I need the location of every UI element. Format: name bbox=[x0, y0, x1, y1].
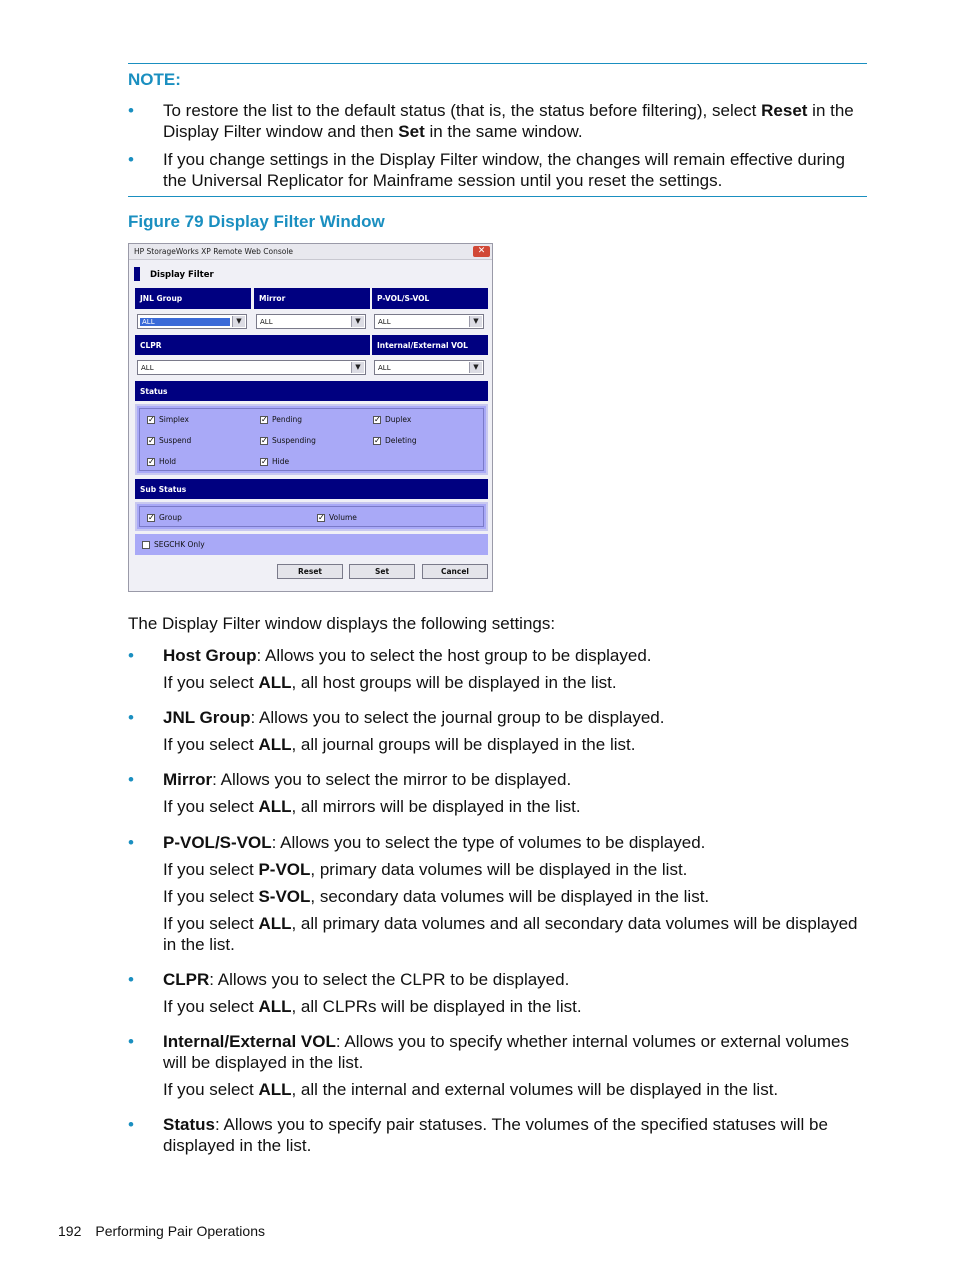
setting-item: • Mirror: Allows you to select the mirror to be displayed. If you select ALL, all mirrors will be displayed in the list. bbox=[128, 770, 581, 816]
sub-status-panel bbox=[135, 502, 488, 531]
status-checkbox[interactable]: ✓ Pending bbox=[261, 414, 302, 424]
int-ext-vol-header: Internal/External VOL bbox=[372, 335, 488, 355]
figure-caption: Figure 79 Display Filter Window bbox=[128, 212, 385, 231]
status-checkbox[interactable]: ✓ Suspend bbox=[148, 435, 192, 445]
pvol-svol-select[interactable]: ALL ▼ bbox=[374, 314, 484, 329]
chevron-down-icon[interactable]: ▼ bbox=[351, 316, 364, 327]
window-titlebar bbox=[129, 244, 492, 260]
setting-item: • Host Group: Allows you to select the host group to be displayed. If you select ALL, all host groups will be displayed in the list. bbox=[128, 646, 652, 692]
bullet-icon: • bbox=[128, 101, 134, 120]
setting-item: • Status: Allows you to specify pair statuses. The volumes of the specified statuses will be displayed in the list. bbox=[128, 1115, 828, 1155]
note-bullet: • If you change settings in the Display Filter window, the changes will remain effective during the Universal Replicator for Mainframe session until you reset the settings. bbox=[128, 150, 845, 190]
intro-paragraph: The Display Filter window displays the following settings: bbox=[128, 614, 556, 633]
note-bullets bbox=[128, 100, 868, 191]
sub-status-checkbox[interactable]: ✓ Group bbox=[148, 512, 182, 522]
page-footer bbox=[58, 1223, 265, 1239]
clpr-header: CLPR bbox=[135, 335, 370, 355]
jnl-group-header: JNL Group bbox=[135, 288, 251, 309]
bullet-icon: • bbox=[128, 970, 134, 989]
note-title: NOTE: bbox=[128, 70, 181, 89]
status-checkbox[interactable]: ✓ Duplex bbox=[374, 414, 412, 424]
mirror-select[interactable]: ALL ▼ bbox=[256, 314, 366, 329]
bullet-icon: • bbox=[128, 708, 134, 727]
note-top-rule bbox=[128, 63, 867, 64]
int-ext-vol-select[interactable]: ALL ▼ bbox=[374, 360, 484, 375]
status-checkbox[interactable]: ✓ Suspending bbox=[261, 435, 316, 445]
segchk-checkbox[interactable]: SEGCHK Only bbox=[142, 540, 205, 549]
mirror-header: Mirror bbox=[254, 288, 370, 309]
set-button[interactable]: Set bbox=[349, 564, 415, 579]
chevron-down-icon[interactable]: ▼ bbox=[469, 316, 482, 327]
setting-item: • P-VOL/S-VOL: Allows you to select the type of volumes to be displayed. If you select P-VOL, primary data volumes will be displayed in the list. If you select S-VOL, secondary data volumes will be displayed in the list. If you select ALL, all primary data volumes and all secondary data volumes will be displayed in the list. bbox=[128, 833, 858, 954]
bullet-icon: • bbox=[128, 770, 134, 789]
heading-marker bbox=[134, 267, 140, 281]
pvol-svol-header: P-VOL/S-VOL bbox=[372, 288, 488, 309]
sub-status-header: Sub Status bbox=[135, 479, 488, 499]
status-checkbox[interactable]: ✓ Hide bbox=[261, 456, 290, 466]
close-icon[interactable]: ✕ bbox=[473, 246, 490, 257]
section-name: Performing Pair Operations bbox=[95, 1223, 265, 1239]
page-number: 192 bbox=[58, 1223, 82, 1239]
window-heading: Display Filter bbox=[150, 270, 214, 280]
note-bottom-rule bbox=[128, 196, 867, 197]
setting-item: • Internal/External VOL: Allows you to specify whether internal volumes or external volumes will be displayed in the list. If you select ALL, all the internal and external volumes will be displayed in the list. bbox=[128, 1032, 849, 1099]
clpr-select[interactable]: ALL ▼ bbox=[137, 360, 366, 375]
status-checkbox[interactable]: ✓ Simplex bbox=[148, 414, 189, 424]
status-checkbox[interactable]: ✓ Deleting bbox=[374, 435, 417, 445]
status-header: Status bbox=[135, 381, 488, 401]
note-bullet: • To restore the list to the default status (that is, the status before filtering), select Reset in the Display Filter window and then Set in the same window. bbox=[128, 101, 854, 141]
jnl-group-select[interactable]: ALL ▼ bbox=[137, 314, 247, 329]
status-panel bbox=[135, 404, 488, 475]
chevron-down-icon[interactable]: ▼ bbox=[351, 362, 364, 373]
setting-item: • JNL Group: Allows you to select the journal group to be displayed. If you select ALL, all journal groups will be displayed in the list. bbox=[128, 708, 665, 754]
reset-button[interactable]: Reset bbox=[277, 564, 343, 579]
bullet-icon: • bbox=[128, 1115, 134, 1134]
sub-status-checkbox[interactable]: ✓ Volume bbox=[318, 512, 357, 522]
segchk-panel bbox=[135, 534, 488, 555]
display-filter-window bbox=[128, 243, 493, 592]
chevron-down-icon[interactable]: ▼ bbox=[232, 316, 245, 327]
bullet-icon: • bbox=[128, 646, 134, 665]
bullet-icon: • bbox=[128, 833, 134, 852]
cancel-button[interactable]: Cancel bbox=[422, 564, 488, 579]
status-checkbox[interactable]: ✓ Hold bbox=[148, 456, 177, 466]
chevron-down-icon[interactable]: ▼ bbox=[469, 362, 482, 373]
bullet-icon: • bbox=[128, 1032, 134, 1051]
setting-item: • CLPR: Allows you to select the CLPR to be displayed. If you select ALL, all CLPRs will be displayed in the list. bbox=[128, 970, 582, 1016]
bullet-icon: • bbox=[128, 150, 134, 169]
window-title: HP StorageWorks XP Remote Web Console bbox=[134, 247, 294, 256]
